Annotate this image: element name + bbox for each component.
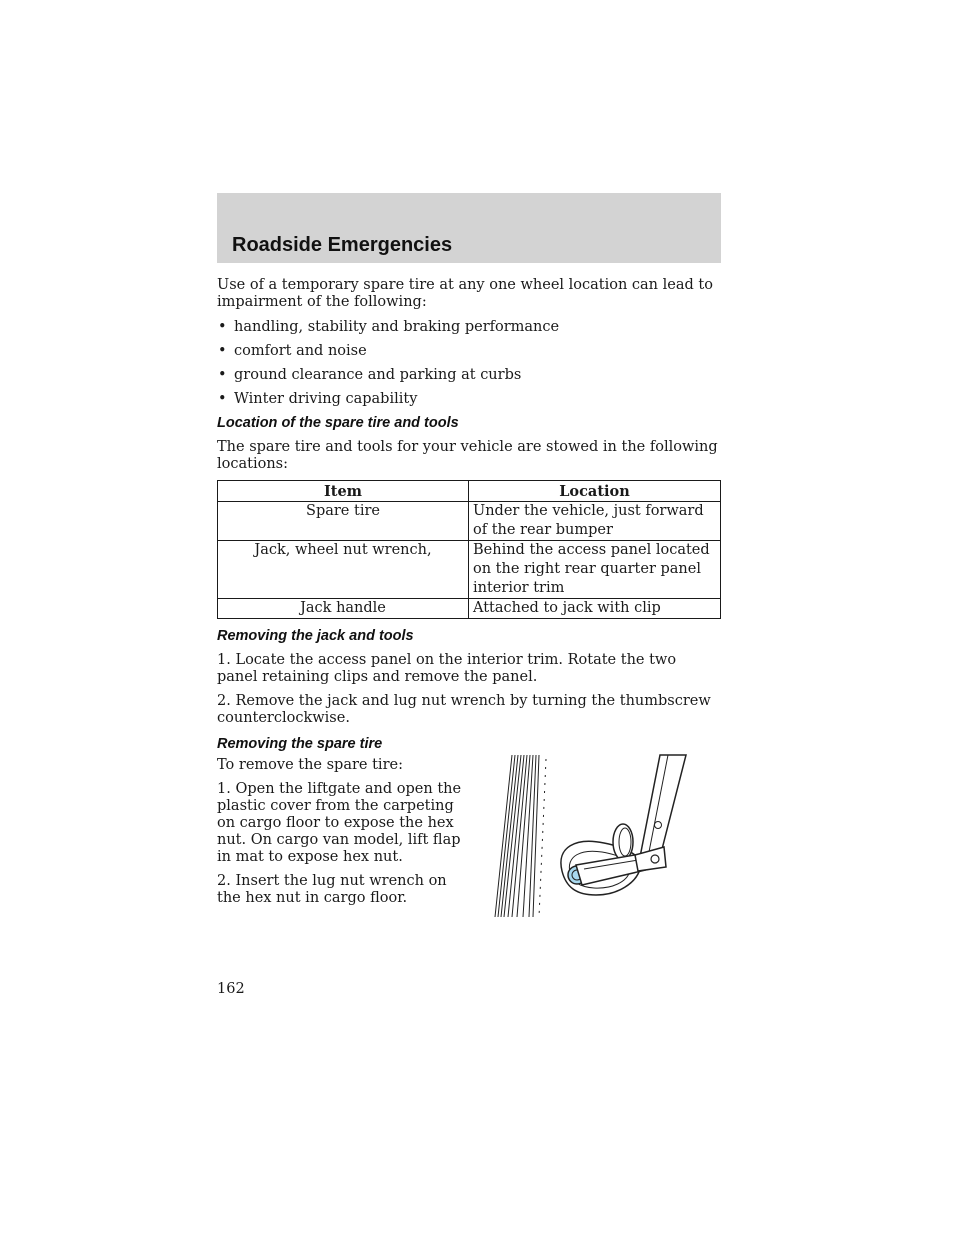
table-row (218, 502, 721, 541)
list-item: • ground clearance and parking at curbs (217, 367, 721, 384)
spare-heading: Removing the spare tire (217, 736, 383, 752)
jack-step: 2. Remove the jack and lug nut wrench by turning the thumbscrew counterclockwise. (217, 693, 711, 726)
location-heading: Location of the spare tire and tools (217, 415, 459, 431)
jack-step: 1. Locate the access panel on the interior trim. Rotate the two panel retaining clips and remove the panel. (217, 652, 677, 685)
spare-step: 1. Open the liftgate and open the plastic cover from the carpeting on cargo floor to expose the hex nut. On cargo van model, lift flap in mat to expose hex nut. (217, 781, 462, 865)
spare-steps-column (217, 757, 467, 907)
tool-location-table (217, 480, 721, 619)
table-cell-item: Jack, wheel nut wrench, (218, 541, 469, 599)
list-item: • comfort and noise (217, 343, 721, 360)
page-content (217, 277, 721, 947)
table-cell-item: Jack handle (218, 599, 469, 619)
list-item: • handling, stability and braking performance (217, 319, 721, 336)
intro-paragraph: Use of a temporary spare tire at any one wheel location can lead to impairment of the following: (217, 277, 713, 310)
section-header-band (217, 193, 721, 263)
column-header-location: Location (469, 481, 721, 502)
location-intro: The spare tire and tools for your vehicle are stowed in the following locations: (217, 439, 718, 472)
table-row (218, 599, 721, 619)
table-cell-location: Attached to jack with clip (469, 599, 721, 619)
table-cell-location: Behind the access panel located on the right rear quarter panel interior trim (469, 541, 721, 599)
spare-intro: To remove the spare tire: (217, 757, 403, 773)
table-cell-item: Spare tire (218, 502, 469, 541)
column-header-item: Item (218, 481, 469, 502)
table-header-row (218, 481, 721, 502)
section-title: Roadside Emergencies (232, 234, 453, 256)
jack-heading: Removing the jack and tools (217, 628, 414, 644)
spare-step: 2. Insert the lug nut wrench on the hex nut in cargo floor. (217, 873, 447, 906)
page-number: 162 (217, 981, 245, 997)
table-row (218, 541, 721, 599)
lug-wrench-on-hex-nut-illustration-icon (492, 751, 692, 917)
table-cell-location: Under the vehicle, just forward of the rear bumper (469, 502, 721, 541)
spare-removal-block (217, 757, 721, 947)
impairment-list (217, 319, 721, 408)
list-item: • Winter driving capability (217, 391, 721, 408)
